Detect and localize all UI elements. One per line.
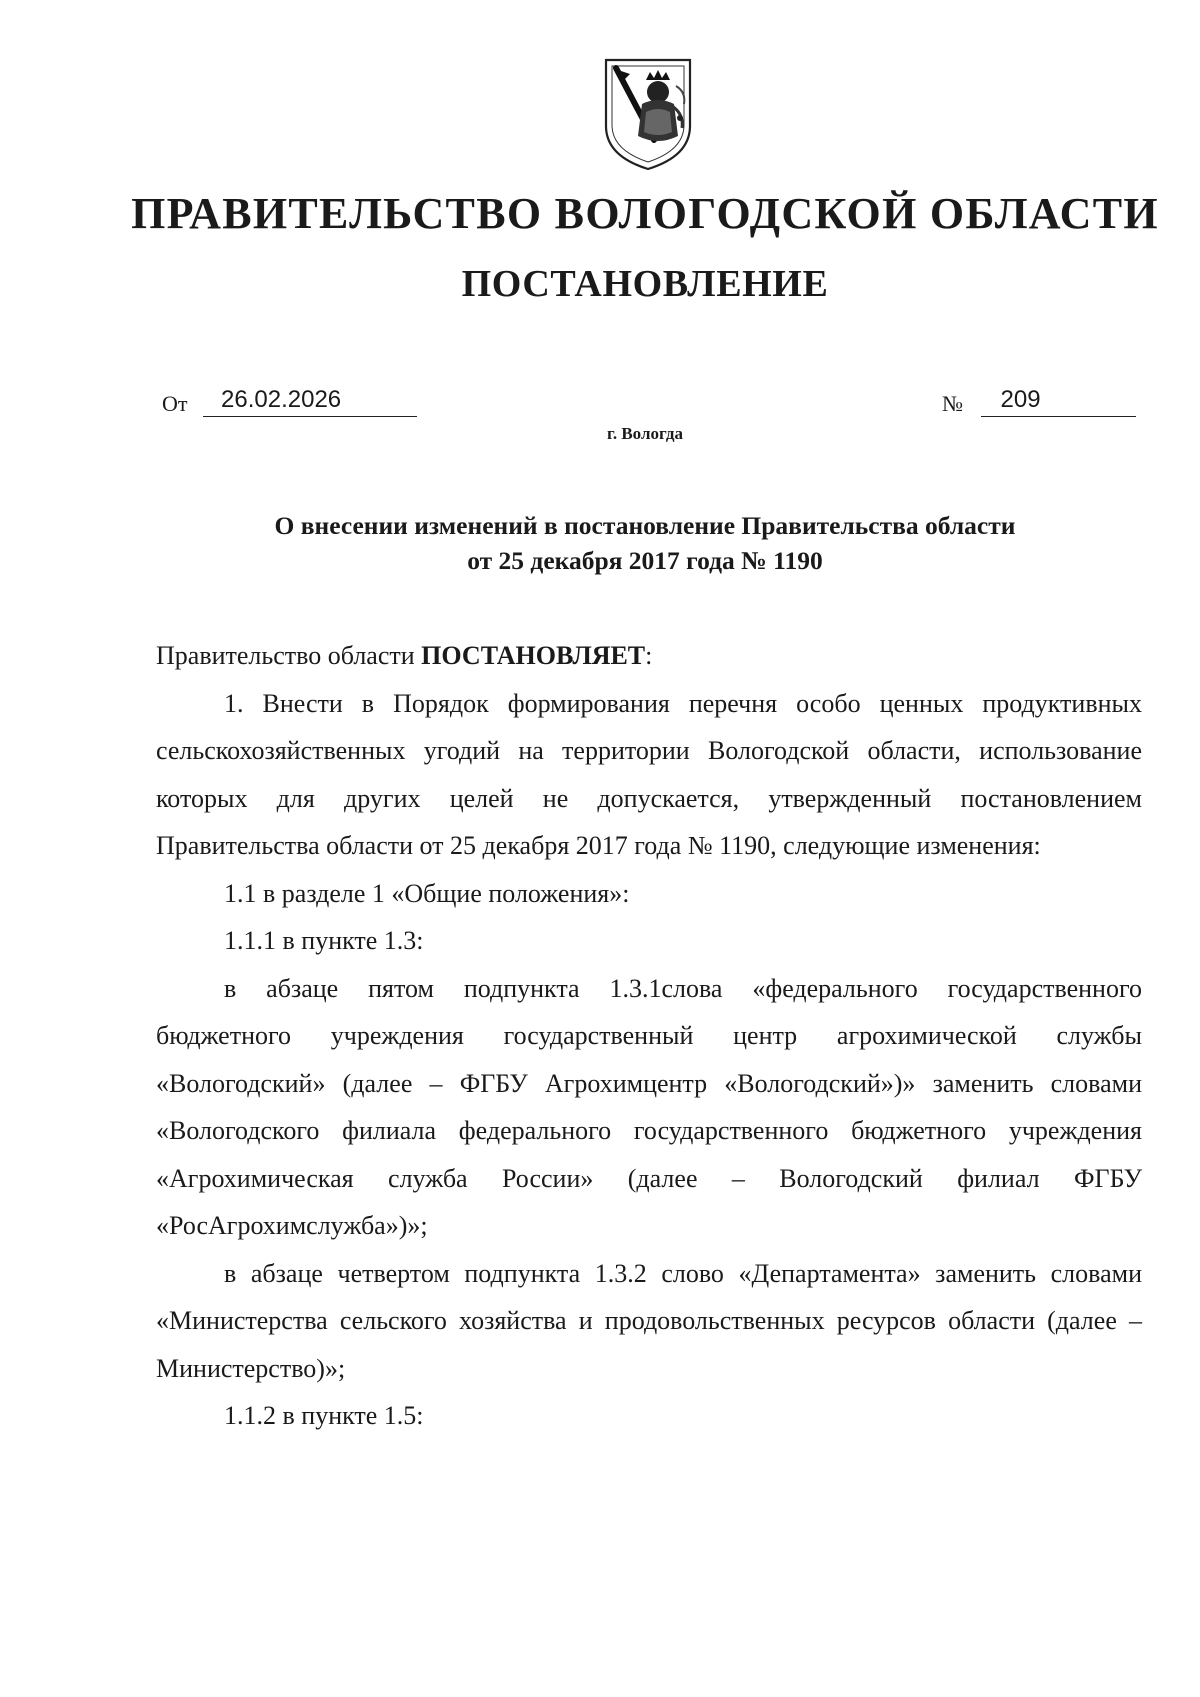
document-body	[156, 632, 1142, 1440]
intro-prefix: Правительство области	[156, 641, 422, 670]
intro-suffix: :	[645, 641, 653, 670]
intro-bold: ПОСТАНОВЛЯЕТ	[421, 641, 646, 670]
date-field	[162, 386, 417, 417]
number-underline	[981, 386, 1136, 417]
resolution-intro	[156, 632, 1142, 680]
number-label: №	[942, 391, 963, 416]
vologda-coat-of-arms-icon	[602, 56, 694, 172]
document-type: ПОСТАНОВЛЕНИЕ	[461, 263, 829, 305]
paragraph-1-1-2: 1.1.2 в пункте 1.5:	[224, 1401, 424, 1430]
paragraph-abzac-5: в абзаце пятом подпункта 1.3.1слова «федерального государственного бюджетного учреждения государственный центр агрохимической службы «Вологодский» (далее – ФГБУ Агрохимцентр «Вологодский»)» заменить словами «Вологодского филиала федерального государственного бюджетного учреждения «Агрохимическая служба России» (далее – Вологодский филиал ФГБУ «РосАгрохимслужба»)»;	[156, 973, 1142, 1240]
paragraph-1-1: 1.1 в разделе 1 «Общие положения»:	[224, 878, 630, 908]
government-title: ПРАВИТЕЛЬСТВО ВОЛОГОДСКОЙ ОБЛАСТИ	[131, 189, 1159, 238]
city: г. Вологда	[607, 424, 683, 443]
paragraph-1-1-1: 1.1.1 в пункте 1.3:	[224, 926, 424, 955]
paragraph-abzac-4: в абзаце четвертом подпункта 1.3.2 слово «Департамента» заменить словами «Министерства сельского хозяйства и продовольственных ресурсов области (далее – Министерство)»;	[156, 1258, 1142, 1383]
subject-line-2: от 25 декабря 2017 года № 1190	[467, 546, 823, 575]
date-value: 26.02.2026	[221, 386, 342, 413]
subject-line-1: О внесении изменений в постановление Правительства области	[274, 511, 1016, 540]
paragraph-1: 1. Внести в Порядок формирования перечня особо ценных продуктивных сельскохозяйственных угодий на территории Вологодской области, использование которых для других целей не допускается, утвержденный постановлением Правительства области от 25 декабря 2017 года № 1190, следующие изменения:	[156, 688, 1142, 860]
number-value: 209	[1000, 386, 1041, 413]
document-subject	[0, 508, 1200, 578]
number-field	[942, 386, 1136, 417]
date-underline	[203, 386, 417, 417]
date-label: От	[162, 391, 188, 416]
